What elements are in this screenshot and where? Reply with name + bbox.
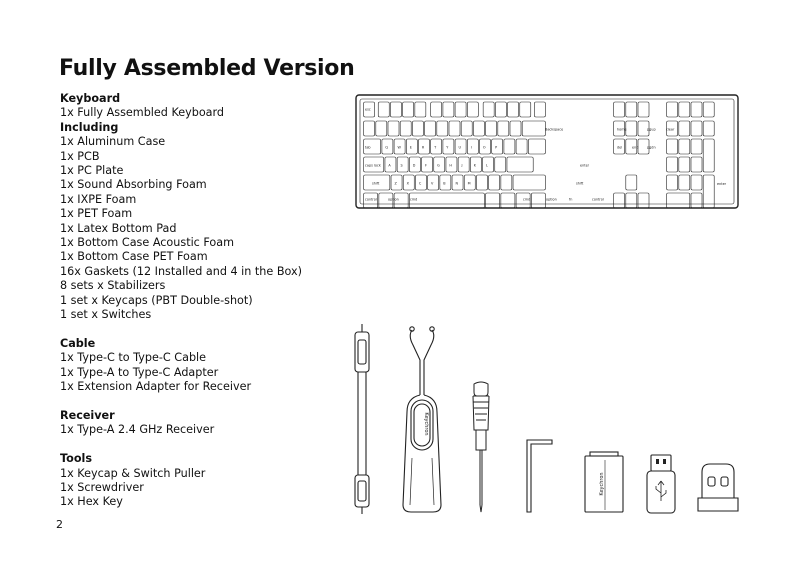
screwdriver-illustration [473, 382, 489, 512]
list-item: 1x PC Plate [60, 164, 124, 178]
key-label-caps: caps lock [365, 163, 381, 168]
key-letter-label: V [431, 181, 434, 186]
key-label-option-left: option [388, 197, 399, 202]
adapter-illustration [585, 452, 623, 512]
key-letter-label: C [418, 181, 422, 186]
key-letter-label: K [473, 163, 476, 168]
keyboard-key [679, 102, 690, 117]
keyboard-key [679, 139, 690, 154]
keyboard-key [489, 175, 500, 190]
key-label-pgdn: pgdn [647, 145, 656, 150]
section-heading: Keyboard [60, 92, 121, 105]
keyboard-key [679, 175, 690, 190]
keyboard-key [667, 139, 678, 154]
keyboard-key [626, 193, 637, 208]
keyboard-key [415, 102, 426, 117]
key-letter-label: A [388, 163, 391, 168]
key-letter-label: Y [446, 145, 449, 150]
keyboard-key [516, 139, 527, 154]
list-item: 1x Type-C to Type-C Cable [60, 351, 207, 365]
keyboard-key [667, 175, 678, 190]
list-item: 8 sets x Stabilizers [60, 279, 166, 293]
keyboard-key [508, 102, 519, 117]
cable-illustration [355, 324, 369, 514]
page-title: Fully Assembled Version [59, 56, 355, 81]
keyboard-key [626, 121, 637, 136]
keyboard-key [443, 139, 454, 154]
key-letter-label: E [409, 145, 412, 150]
keyboard-key [513, 175, 545, 190]
keyboard-key [501, 193, 515, 208]
key-letter-label: F [424, 163, 427, 168]
key-letter-label: D [412, 163, 416, 168]
receiver-illustration [647, 455, 675, 513]
list-item: 1x Bottom Case Acoustic Foam [60, 236, 235, 250]
key-label-cmd-right: cmd [523, 197, 531, 202]
arrow-up-key [626, 175, 637, 190]
list-item: 1x Aluminum Case [60, 135, 166, 149]
keyboard-key [667, 102, 678, 117]
keyboard-key [467, 102, 478, 117]
list-item: 1x Hex Key [60, 495, 123, 509]
key-letter-label: W [397, 145, 401, 150]
keyboard-key [486, 193, 500, 208]
keyboard-key [691, 157, 702, 172]
keyboard-illustration [356, 95, 738, 208]
keyboard-key [486, 121, 497, 136]
keyboard-key [483, 102, 494, 117]
keyboard-key [510, 121, 521, 136]
numpad-plus-key [703, 139, 714, 172]
key-letter-label: I [470, 145, 472, 150]
list-item: 1x Latex Bottom Pad [60, 221, 177, 235]
keyboard-key [422, 157, 433, 172]
keyboard-key [626, 102, 637, 117]
key-letter-label: L [485, 163, 488, 168]
keyboard-key [412, 121, 423, 136]
keyboard-key [703, 121, 714, 136]
keyboard-key [449, 121, 460, 136]
key-label-shift-left: shift [372, 181, 380, 186]
list-item: 1x PCB [60, 149, 100, 163]
keyboard-key [378, 102, 389, 117]
key-label-del: del [617, 145, 623, 150]
keyboard-key [679, 157, 690, 172]
keyboard-key [638, 102, 649, 117]
keyboard-key [409, 193, 484, 208]
keyboard-key [507, 157, 533, 172]
keyboard-key [667, 157, 678, 172]
key-letter-label: X [406, 181, 409, 186]
list-item: 16x Gaskets (12 Installed and 4 in the Box) [60, 264, 302, 278]
keyboard-key [501, 175, 512, 190]
keyboard-key [403, 102, 414, 117]
list-item: 1x PET Foam [60, 207, 133, 221]
keyboard-key [614, 102, 625, 117]
list-item: 1x Extension Adapter for Receiver [60, 380, 252, 394]
key-letter-label: J [461, 163, 463, 168]
keyboard-key [483, 157, 494, 172]
key-label-tab: tab [365, 145, 371, 150]
keyboard-key [703, 102, 714, 117]
keyboard-key [528, 139, 545, 154]
keyboard-key [467, 139, 478, 154]
key-label-esc: esc [365, 107, 371, 112]
keyboard-key [520, 102, 531, 117]
key-label-shift-right: shift [576, 181, 584, 186]
keyboard-key [522, 121, 545, 136]
keyboard-key [458, 157, 469, 172]
keyboard-key [691, 102, 702, 117]
section-heading: Cable [60, 336, 96, 350]
key-letter-label: H [449, 163, 452, 168]
key-label-control-right: control [592, 197, 604, 202]
keyboard-key [504, 139, 515, 154]
key-label-control-left: control [365, 197, 377, 202]
adapter-brand-label: Keychron [599, 472, 605, 496]
keyboard-key [437, 121, 448, 136]
list-item: 1x Screwdriver [60, 480, 144, 494]
keyboard-key [476, 175, 487, 190]
key-letter-label: Q [385, 145, 388, 150]
list-item: 1 set x Keycaps (PBT Double-shot) [60, 293, 253, 307]
keyboard-key [431, 102, 442, 117]
list-item: 1x Bottom Case PET Foam [60, 250, 208, 264]
keyboard-key [691, 193, 702, 208]
key-label-clear: clear [666, 127, 675, 132]
keyboard-key [691, 121, 702, 136]
key-letter-label: M [467, 181, 471, 186]
list-item: 1x Fully Assembled Keyboard [60, 106, 225, 120]
key-label-pgup: pgup [647, 127, 656, 132]
keyboard-key [425, 121, 436, 136]
keyboard-key [431, 139, 442, 154]
keyboard-key [400, 121, 411, 136]
key-letter-label: S [400, 163, 403, 168]
key-label-enter: enter [580, 163, 590, 168]
keyboard-key [364, 121, 375, 136]
keyboard-key [691, 175, 702, 190]
keyboard-key [461, 121, 472, 136]
key-letter-label: R [421, 145, 425, 150]
key-letter-label: T [434, 145, 437, 150]
key-letter-label: U [458, 145, 461, 150]
numpad-enter-key [703, 175, 714, 208]
list-item: 1x Sound Absorbing Foam [60, 178, 207, 192]
list-item: 1x Keycap & Switch Puller [60, 466, 206, 480]
section-heading: Receiver [60, 408, 115, 422]
key-label-end: end [632, 145, 639, 150]
keyboard-key [614, 193, 625, 208]
key-label-backspace: Backspace [545, 127, 564, 132]
key-letter-label: G [437, 163, 440, 168]
list-item: 1x Type-A 2.4 GHz Receiver [60, 423, 215, 437]
keyboard-key [495, 102, 506, 117]
list-item: 1 set x Switches [60, 308, 152, 322]
keyboard-key [638, 193, 649, 208]
keyboard-key [388, 121, 399, 136]
keyboard-key [455, 102, 466, 117]
page-number: 2 [56, 518, 63, 531]
section-heading: Tools [60, 452, 93, 466]
list-item: 1x IXPE Foam [60, 192, 137, 206]
keyboard-keys [364, 102, 715, 208]
puller-illustration [403, 327, 441, 512]
keyboard-key [667, 193, 690, 208]
key-label-fn: fn [569, 197, 573, 202]
key-label-option-right: option [546, 197, 557, 202]
keyboard-key [498, 121, 509, 136]
keyboard-key [492, 139, 503, 154]
keyboard-key [390, 102, 401, 117]
key-label-cmd-left: cmd [410, 197, 418, 202]
key-label-enter-numpad: enter [717, 182, 727, 186]
keyboard-key [473, 121, 484, 136]
key-label-home: home [617, 127, 627, 132]
keyboard-key [691, 139, 702, 154]
key-letter-label: O [482, 145, 486, 150]
key-letter-label: N [455, 181, 458, 186]
keyboard-key [495, 157, 506, 172]
extension-adapter-illustration [698, 464, 738, 511]
section-heading: Including [60, 120, 119, 134]
keyboard-key [534, 102, 545, 117]
puller-brand-label: Keychron [423, 412, 429, 436]
hex-key-illustration [527, 440, 552, 512]
key-letter-label: P [495, 145, 498, 150]
keyboard-key [376, 121, 387, 136]
list-item: 1x Type-A to Type-C Adapter [60, 365, 219, 379]
keyboard-key [531, 193, 545, 208]
keyboard-key [679, 121, 690, 136]
key-letter-label: Z [394, 181, 397, 186]
keyboard-key [443, 102, 454, 117]
key-letter-label: B [443, 181, 446, 186]
